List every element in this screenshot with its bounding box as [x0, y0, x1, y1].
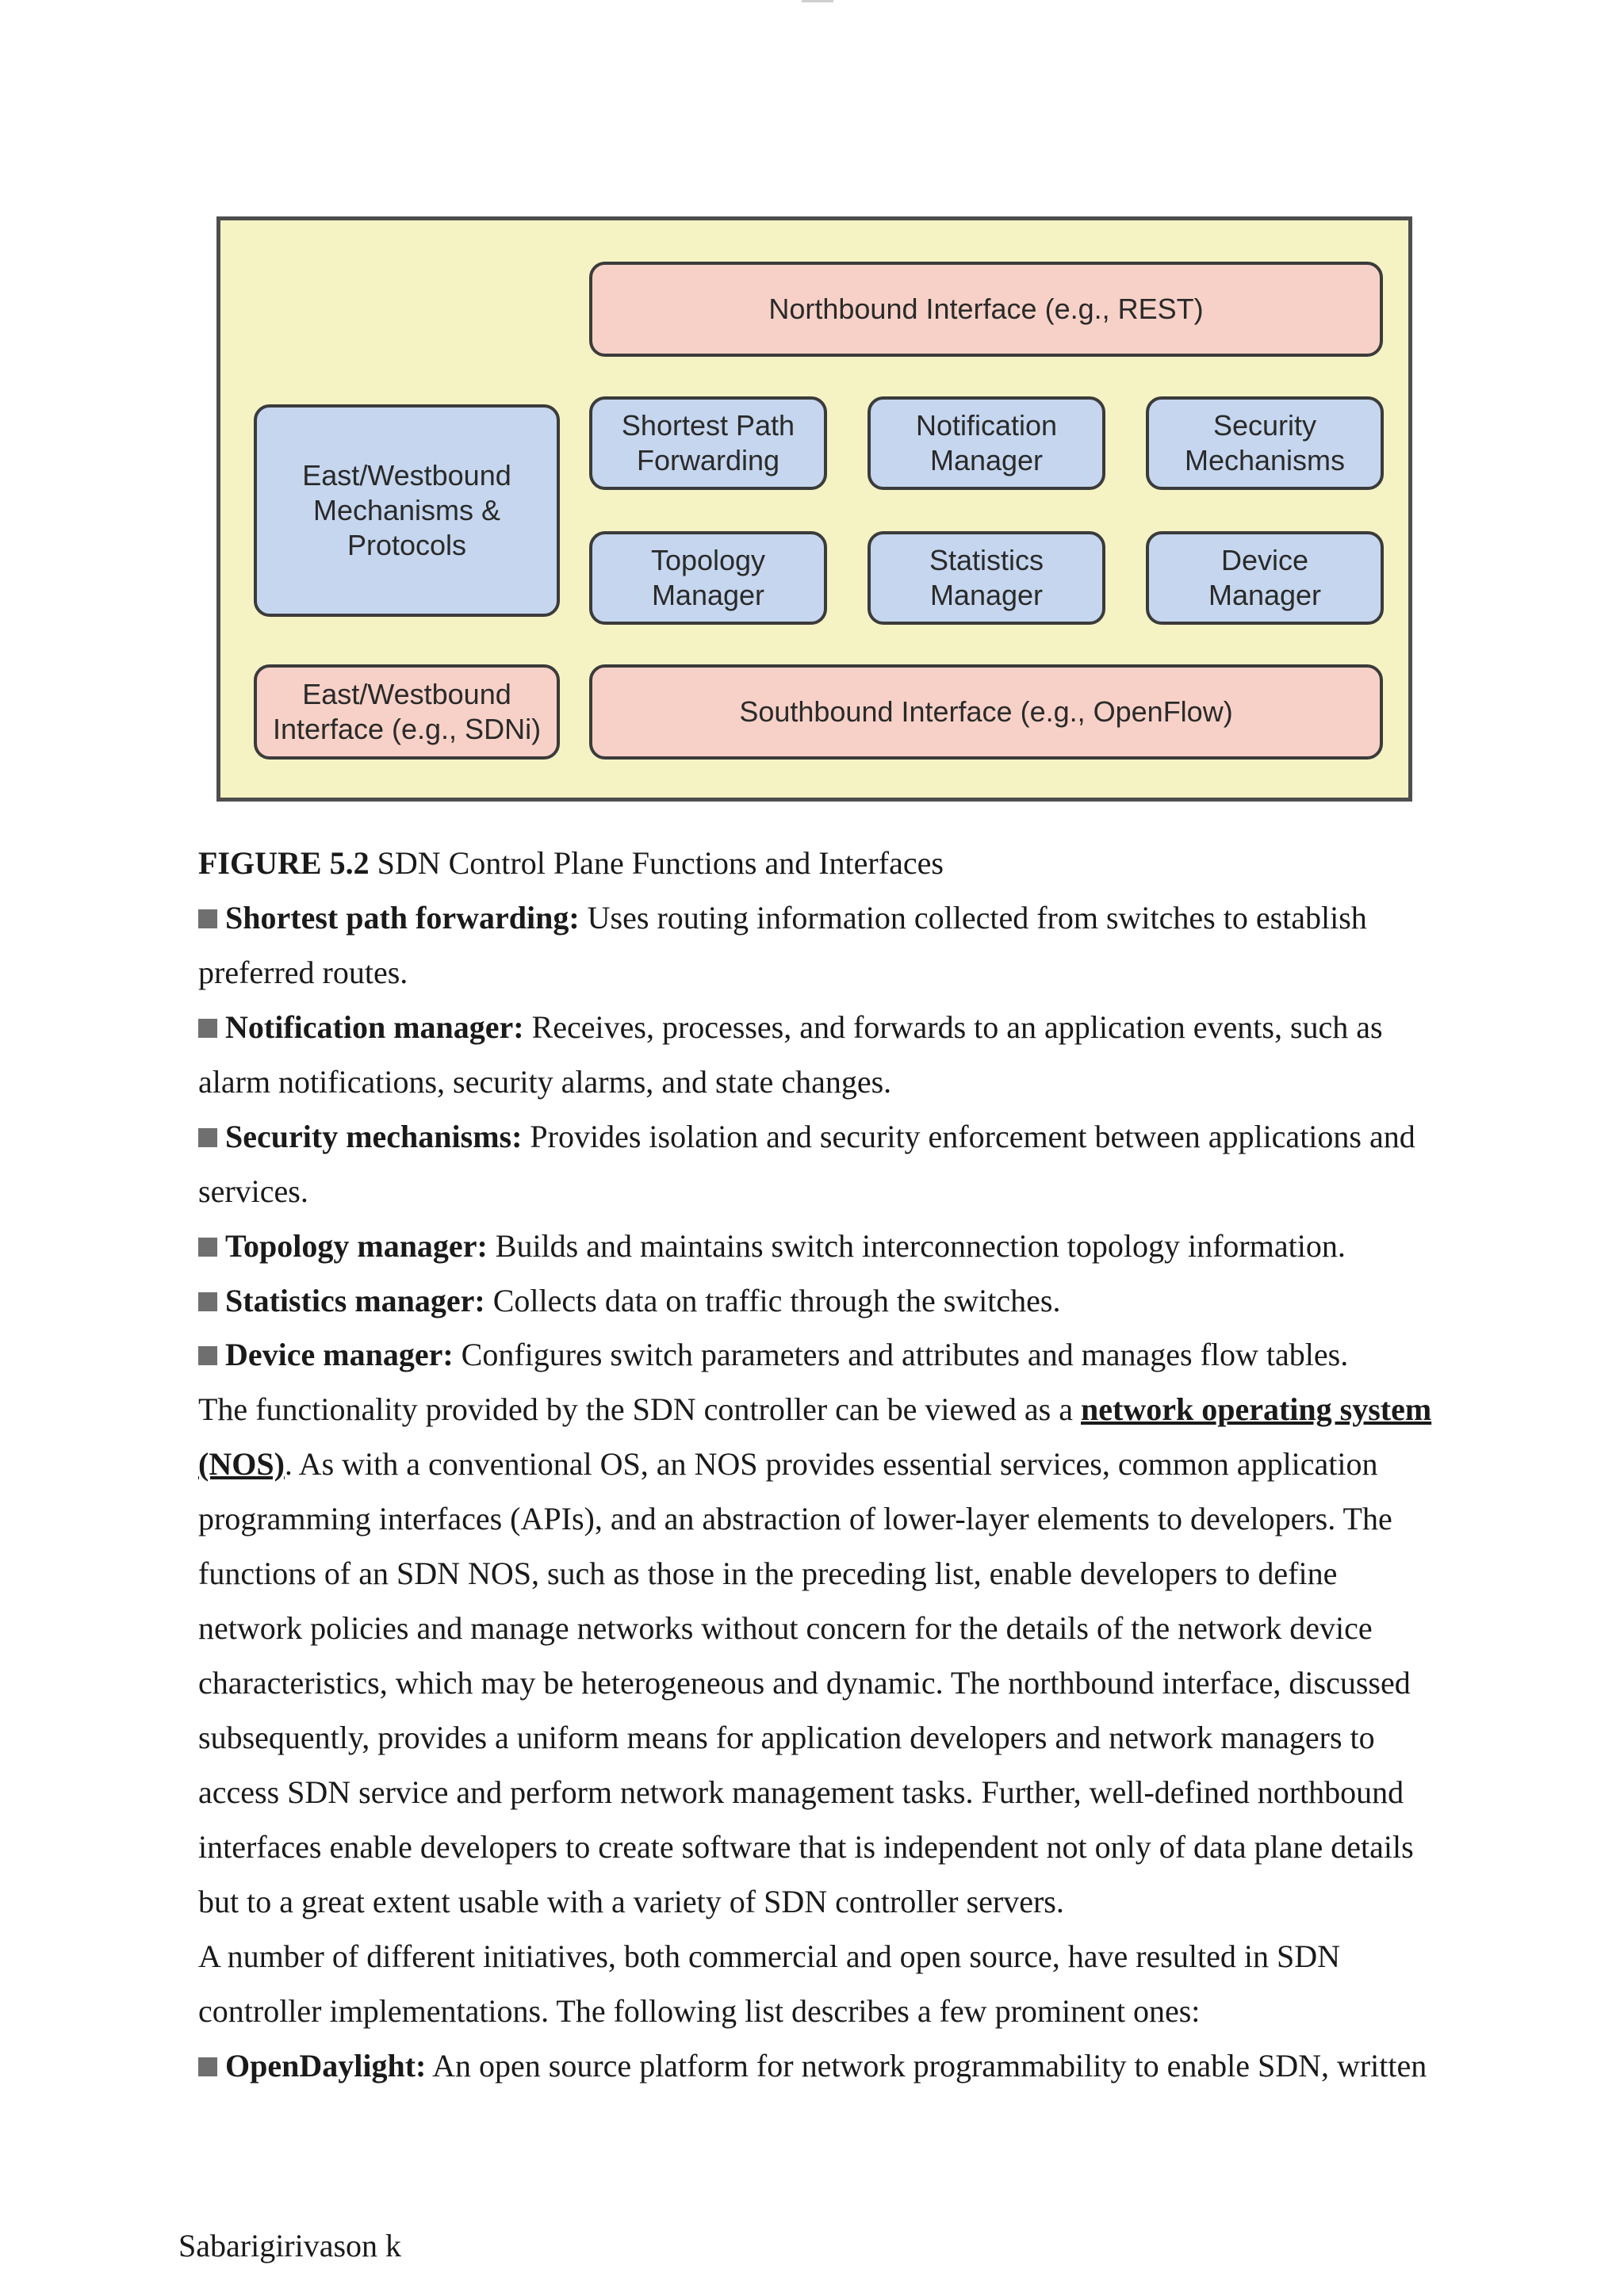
- security-mechanisms-box: Security Mechanisms: [1146, 396, 1384, 490]
- paragraph-line: network policies and manage networks without concern for the details of the network device: [198, 1610, 1373, 1646]
- bullet-notification: [198, 1008, 1383, 1047]
- bullet-continuation: alarm notifications, security alarms, and state changes.: [198, 1064, 892, 1100]
- bullet-statistics: [198, 1281, 1060, 1321]
- paragraph-line: functions of an SDN NOS, such as those in the preceding list, enable developers to define: [198, 1556, 1338, 1591]
- paragraph-line: access SDN service and perform network management tasks. Further, well-defined northbound: [198, 1774, 1404, 1810]
- paragraph-line: but to a great extent usable with a variety of SDN controller servers.: [198, 1884, 1064, 1919]
- southbound-interface-box: Southbound Interface (e.g., OpenFlow): [589, 664, 1383, 760]
- bullet-text: Receives, processes, and forwards to an application events, such as: [523, 1009, 1383, 1045]
- bullet-square-icon: [198, 1238, 217, 1257]
- paragraph-line: A number of different initiatives, both commercial and open source, have resulted in SDN: [198, 1938, 1340, 1974]
- paragraph-text: . As with a conventional OS, an NOS provides essential services, common application: [284, 1446, 1378, 1482]
- footer-author: Sabarigirivason k: [178, 2228, 402, 2263]
- bullet-square-icon: [198, 2057, 217, 2076]
- device-manager-box: Device Manager: [1146, 531, 1384, 625]
- bullet-topology: [198, 1226, 1346, 1266]
- bullet-term: Shortest path forwarding:: [225, 900, 580, 936]
- bullet-term: Security mechanisms:: [225, 1119, 523, 1154]
- bullet-term: Device manager:: [225, 1337, 454, 1372]
- nos-term-link[interactable]: network operating system: [1081, 1391, 1432, 1427]
- bullet-device: [198, 1335, 1348, 1375]
- bullet-continuation: services.: [198, 1173, 308, 1209]
- figure-caption-text: SDN Control Plane Functions and Interfaces: [369, 845, 944, 881]
- bullet-text: Configures switch parameters and attributes and manages flow tables.: [453, 1337, 1349, 1372]
- shortest-path-forwarding-box: Shortest Path Forwarding: [589, 396, 827, 490]
- notification-manager-box: Notification Manager: [868, 396, 1105, 490]
- topology-manager-box: Topology Manager: [589, 531, 827, 625]
- bullet-square-icon: [198, 1292, 217, 1311]
- paragraph-line: programming interfaces (APIs), and an abstraction of lower-layer elements to developers. The: [198, 1501, 1392, 1536]
- bullet-square-icon: [198, 1128, 217, 1147]
- bullet-term: Statistics manager:: [225, 1283, 485, 1318]
- nos-abbrev-link[interactable]: (NOS): [198, 1446, 285, 1482]
- bullet-opendaylight: [198, 2046, 1427, 2086]
- bullet-term: Topology manager:: [225, 1228, 488, 1264]
- eastwest-interface-box: East/Westbound Interface (e.g., SDNi): [254, 664, 560, 760]
- paragraph-line: characteristics, which may be heterogeneous and dynamic. The northbound interface, discussed: [198, 1665, 1411, 1701]
- bullet-shortest-path: [198, 898, 1367, 938]
- bullet-text: Uses routing information collected from switches to establish: [579, 900, 1367, 936]
- bullet-square-icon: [198, 1019, 217, 1038]
- bullet-text: An open source platform for network programmability to enable SDN, written: [426, 2048, 1427, 2084]
- paragraph-line: [198, 1445, 1378, 1484]
- paragraph-line: subsequently, provides a uniform means for application developers and network managers to: [198, 1720, 1375, 1755]
- sdn-control-plane-diagram: [216, 216, 1412, 802]
- bullet-term: OpenDaylight:: [225, 2048, 427, 2084]
- paragraph-line: [198, 1390, 1431, 1429]
- bullet-square-icon: [198, 1346, 217, 1365]
- header-mark: [802, 0, 833, 2]
- paragraph-line: interfaces enable developers to create software that is independent not only of data plane details: [198, 1829, 1414, 1865]
- northbound-interface-box: Northbound Interface (e.g., REST): [589, 262, 1383, 357]
- statistics-manager-box: Statistics Manager: [868, 531, 1105, 625]
- figure-caption: [198, 844, 944, 883]
- paragraph-text: The functionality provided by the SDN controller can be viewed as a: [198, 1391, 1081, 1427]
- paragraph-line: controller implementations. The following list describes a few prominent ones:: [198, 1993, 1201, 2029]
- figure-label: FIGURE 5.2: [198, 845, 370, 881]
- bullet-term: Notification manager:: [225, 1009, 524, 1045]
- bullet-text: Provides isolation and security enforcement between applications and: [522, 1119, 1415, 1154]
- eastwest-mechanisms-box: East/Westbound Mechanisms & Protocols: [254, 404, 560, 617]
- bullet-security: [198, 1117, 1415, 1157]
- bullet-text: Builds and maintains switch interconnection topology information.: [487, 1228, 1346, 1264]
- bullet-square-icon: [198, 909, 217, 928]
- bullet-text: Collects data on traffic through the switches.: [485, 1283, 1061, 1318]
- bullet-continuation: preferred routes.: [198, 955, 408, 990]
